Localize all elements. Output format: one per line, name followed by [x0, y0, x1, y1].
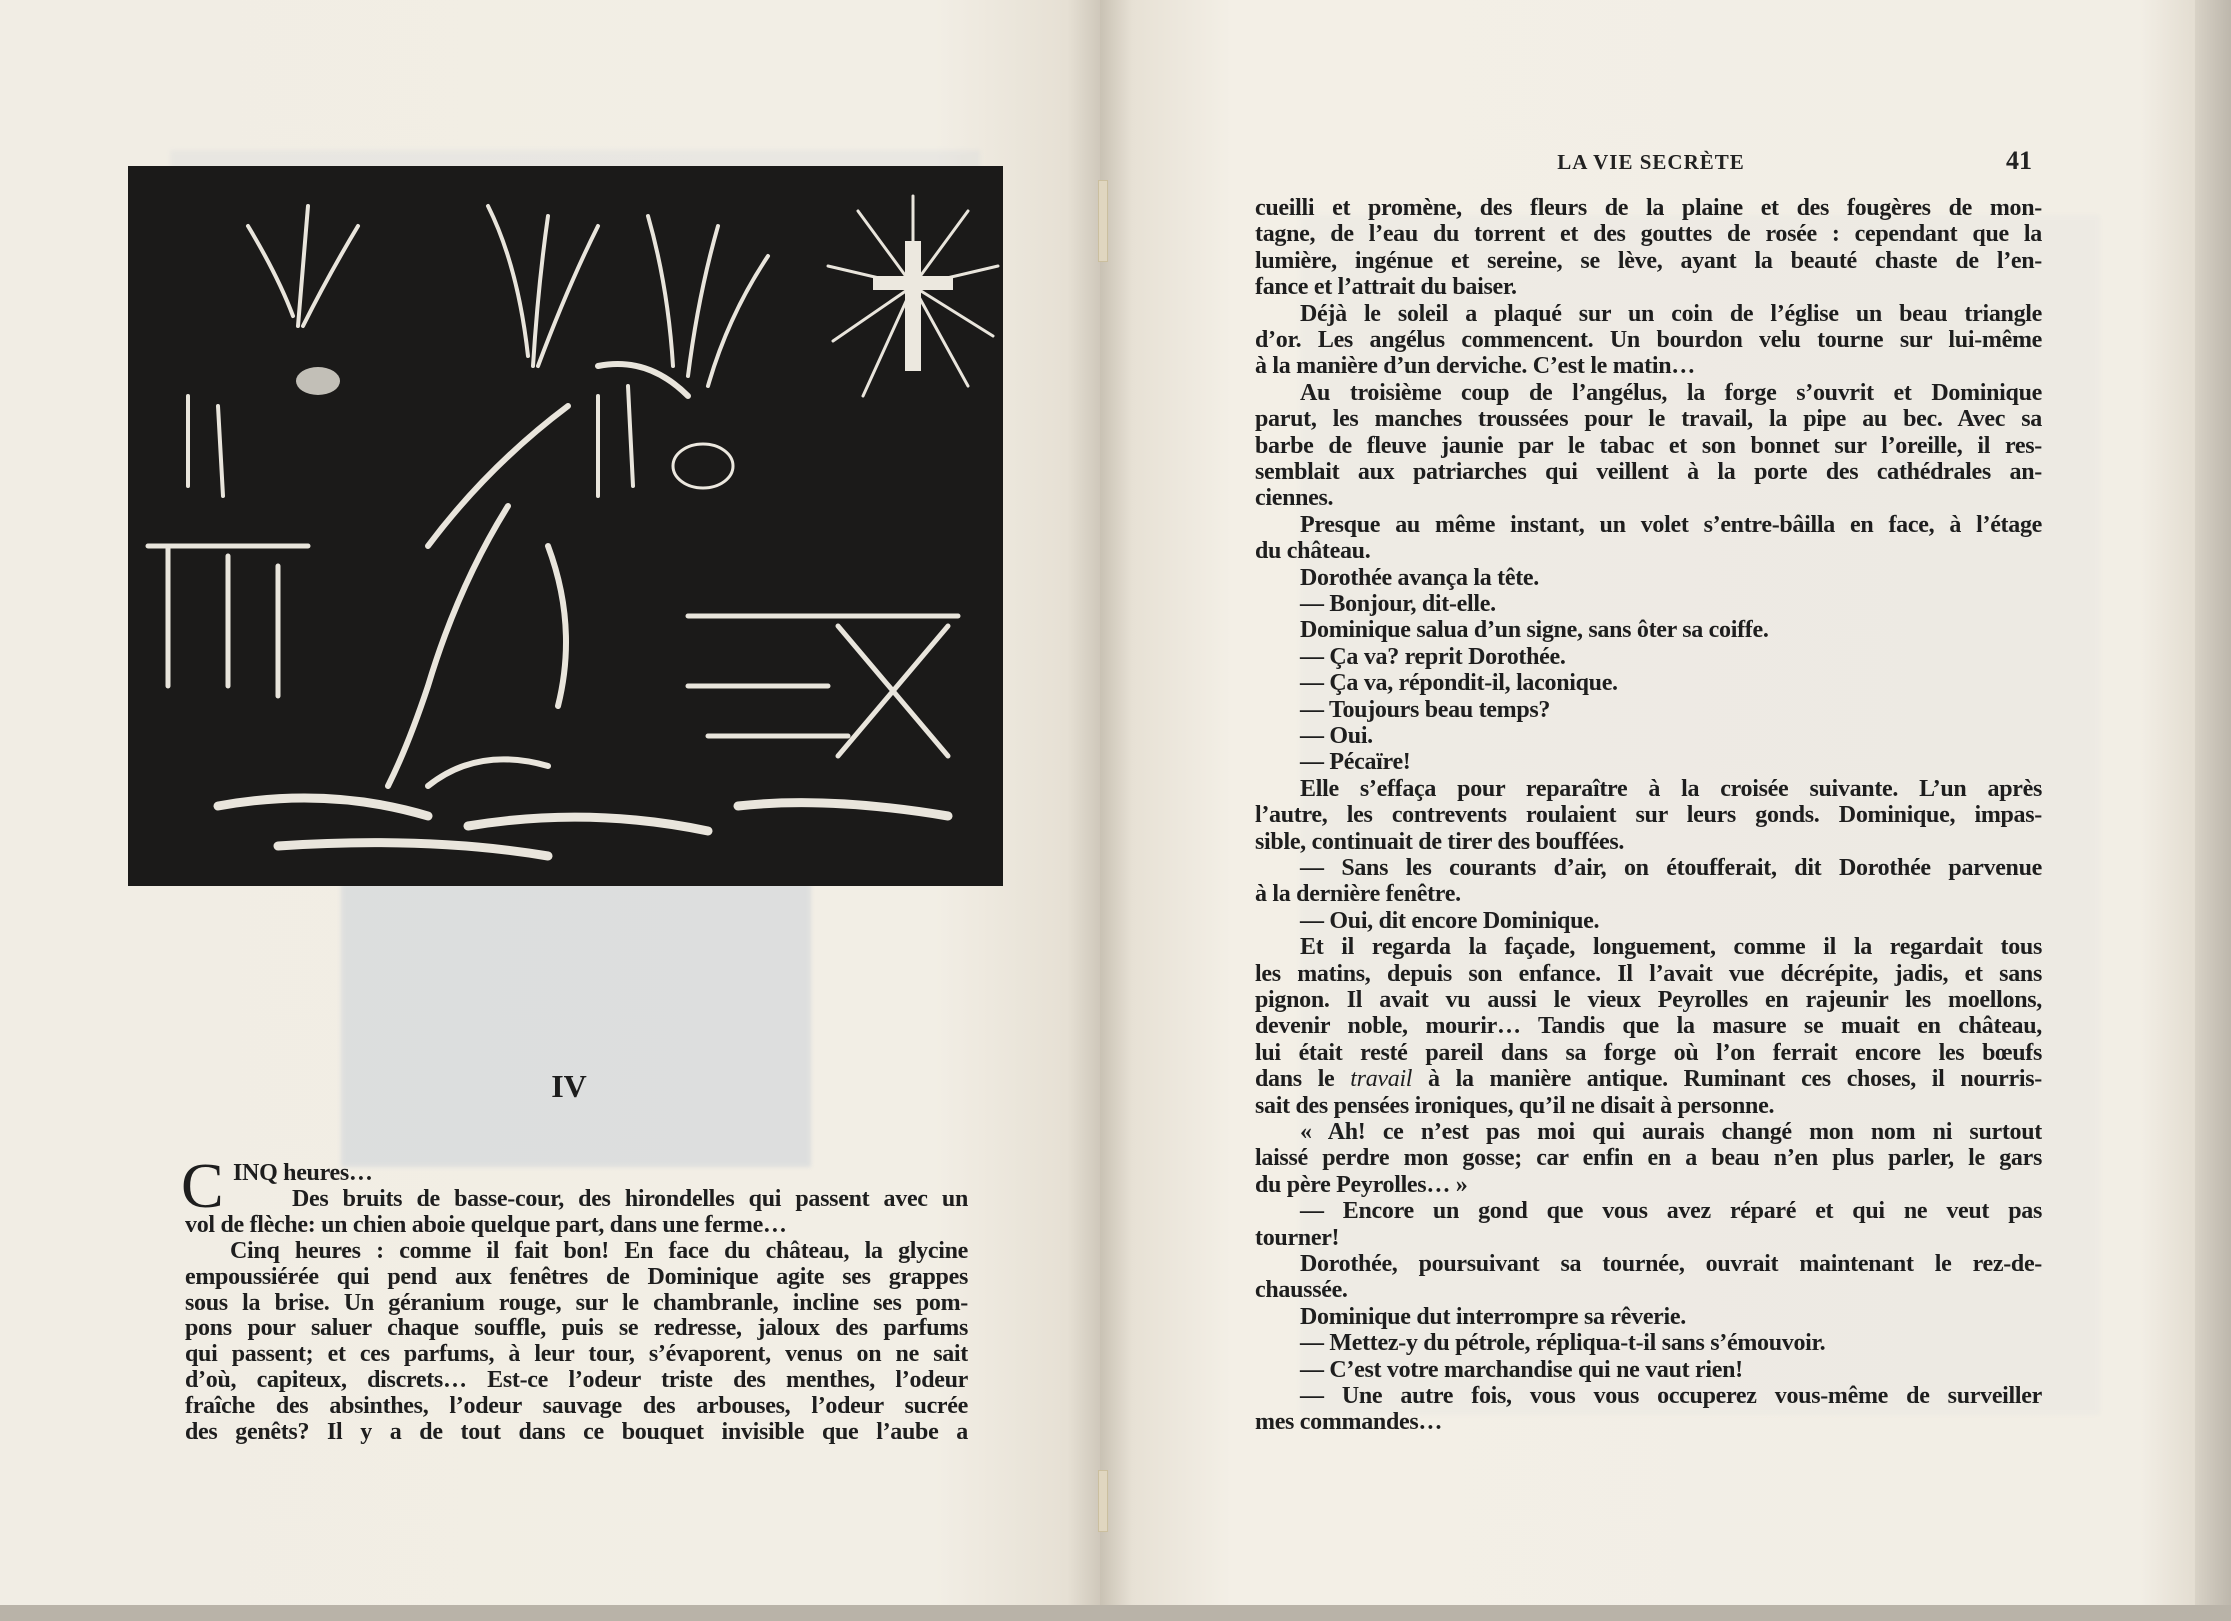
text-line: semblait aux patriarches qui veillent à la porte des cathédrales an-	[1255, 459, 2042, 485]
text-line: du château.	[1255, 538, 1371, 565]
text-line: à la manière d’un derviche. C’est le matin…	[1255, 353, 1695, 380]
text-line: Cinq heures : comme il fait bon! En face du château, la glycine	[230, 1237, 968, 1264]
text-line: — Pécaïre!	[1300, 749, 1411, 776]
text-line: d’où, capiteux, discrets… Est-ce l’odeur triste des menthes, l’odeur	[185, 1367, 968, 1394]
text-line: — Oui, dit encore Dominique.	[1300, 907, 1600, 934]
text-line: parut, les manches troussées pour le travail, la pipe au bec. Avec sa	[1255, 406, 2042, 433]
text-line: tagne, de l’eau du torrent et des gouttes de rosée : cependant que la	[1255, 221, 2042, 248]
text-line: pons pour saluer chaque souffle, puis se redresse, jaloux des parfums	[185, 1315, 968, 1342]
text-line: — Encore un gond que vous avez réparé et qui ne veut pas	[1300, 1198, 2042, 1225]
binding-stitch	[1098, 180, 1108, 262]
text-line: Dominique salua d’un signe, sans ôter sa coiffe.	[1300, 617, 1769, 644]
book-fore-edge	[2195, 0, 2231, 1621]
running-head: LA VIE SECRÈTE	[1557, 150, 1745, 174]
show-through-illustration	[341, 882, 811, 1167]
text-line: — Bonjour, dit-elle.	[1300, 591, 1496, 617]
text-line: Dorothée avança la tête.	[1300, 564, 1539, 591]
text-line: chaussée.	[1255, 1277, 1348, 1304]
text-line: qui passent; et ces parfums, à leur tour, s’évaporent, venus on ne sait	[185, 1341, 968, 1368]
text-segment: à la manière antique. Ruminant ces choses, il nourris-	[1412, 1066, 2042, 1093]
text-line: les matins, depuis son enfance. Il l’avait vue décrépite, jadis, et sans	[1255, 960, 2042, 987]
text-line: — Ça va, répondit-il, laconique.	[1300, 670, 1618, 697]
text-line: Dominique dut interrompre sa rêverie.	[1300, 1303, 1686, 1330]
text-line: ciennes.	[1255, 485, 1334, 512]
text-line: pignon. Il avait vu aussi le vieux Peyrolles en rajeunir les moellons,	[1255, 987, 2042, 1013]
text-line: lui était resté pareil dans sa forge où l’on ferrait encore les bœufs	[1255, 1039, 2042, 1066]
text-line: Et il regarda la façade, longuement, comme il la regardait tous	[1300, 934, 2042, 961]
binding-stitch	[1098, 1470, 1108, 1532]
text-line: Déjà le soleil a plaqué sur un coin de l’église un beau triangle	[1300, 300, 2042, 327]
text-line: d’or. Les angélus commencent. Un bourdon velu tourne sur lui-même	[1255, 327, 2042, 353]
text-segment: dans le	[1255, 1066, 1351, 1093]
text-line: lumière, ingénue et sereine, se lève, ayant la beauté chaste de l’en-	[1255, 247, 2042, 274]
text-line: — Oui.	[1300, 723, 1373, 749]
text-line: Dorothée, poursuivant sa tournée, ouvrait maintenant le rez-de-	[1300, 1251, 2042, 1277]
text-line	[1255, 1066, 2042, 1093]
text-line: mes commandes…	[1255, 1409, 1443, 1436]
text-line: l’autre, les contrevents roulaient sur leurs gonds. Dominique, impas-	[1255, 802, 2042, 829]
text-line: Elle s’effaça pour reparaître à la croisée suivante. L’un après	[1300, 775, 2042, 802]
text-line: fance et l’attrait du baiser.	[1255, 274, 1517, 301]
text-line: — Toujours beau temps?	[1300, 696, 1551, 723]
text-line: du père Peyrolles… »	[1255, 1171, 1468, 1198]
text-line: fraîche des absinthes, l’odeur sauvage des arbouses, l’odeur sucrée	[185, 1393, 968, 1420]
text-line: — Ça va? reprit Dorothée.	[1300, 643, 1566, 670]
text-line: sous la brise. Un géranium rouge, sur le chambranle, incline ses pom-	[185, 1289, 968, 1316]
text-line: Des bruits de basse-cour, des hirondelles qui passent avec un	[292, 1185, 968, 1212]
text-line: à la dernière fenêtre.	[1255, 881, 1461, 908]
text-line: barbe de fleuve jaunie par le tabac et son bonnet sur l’oreille, il res-	[1255, 432, 2042, 459]
text-line: sible, continuait de tirer des bouffées.	[1255, 828, 1625, 855]
text-line: — C’est votre marchandise qui ne vaut rien!	[1300, 1356, 1743, 1383]
lantern-glow	[296, 367, 340, 395]
text-line: INQ heures…	[233, 1160, 373, 1186]
drop-cap: C	[181, 1150, 224, 1221]
text-line: sait des pensées ironiques, qu’il ne disait à personne.	[1255, 1092, 1775, 1119]
chapter-number: IV	[551, 1068, 587, 1104]
text-line: « Ah! ce n’est pas moi qui aurais changé mon nom ni surtout	[1300, 1119, 2042, 1145]
text-line: Presque au même instant, un volet s’entre-bâilla en face, à l’étage	[1300, 511, 2042, 538]
text-line: devenir noble, mourir… Tandis que la masure se muait en château,	[1255, 1013, 2042, 1040]
text-line: laissé perdre mon gosse; car enfin en a beau n’en plus parler, le gars	[1255, 1145, 2042, 1172]
book-bottom-edge	[0, 1605, 2231, 1621]
text-line: vol de flèche: un chien aboie quelque part, dans une ferme…	[185, 1211, 787, 1238]
text-line: — Mettez-y du pétrole, répliqua-t-il sans s’émouvoir.	[1300, 1330, 1826, 1357]
text-line: — Une autre fois, vous vous occuperez vous-même de surveiller	[1300, 1383, 2042, 1409]
woodcut-background	[128, 166, 1003, 886]
woodcut-illustration	[128, 166, 1003, 886]
text-line: Au troisième coup de l’angélus, la forge s’ouvrit et Dominique	[1300, 379, 2042, 406]
text-line: tourner!	[1255, 1224, 1340, 1251]
text-line: empoussiérée qui pend aux fenêtres de Dominique agite ses grappes	[185, 1263, 968, 1290]
page-number: 41	[2006, 146, 2032, 175]
text-line: cueilli et promène, des fleurs de la plaine et des fougères de mon-	[1255, 195, 2042, 221]
text-line: — Sans les courants d’air, on étoufferait, dit Dorothée parvenue	[1300, 855, 2042, 881]
text-line: des genêts? Il y a de tout dans ce bouquet invisible que l’aube a	[185, 1419, 968, 1445]
italic-word: travail	[1350, 1066, 1413, 1093]
